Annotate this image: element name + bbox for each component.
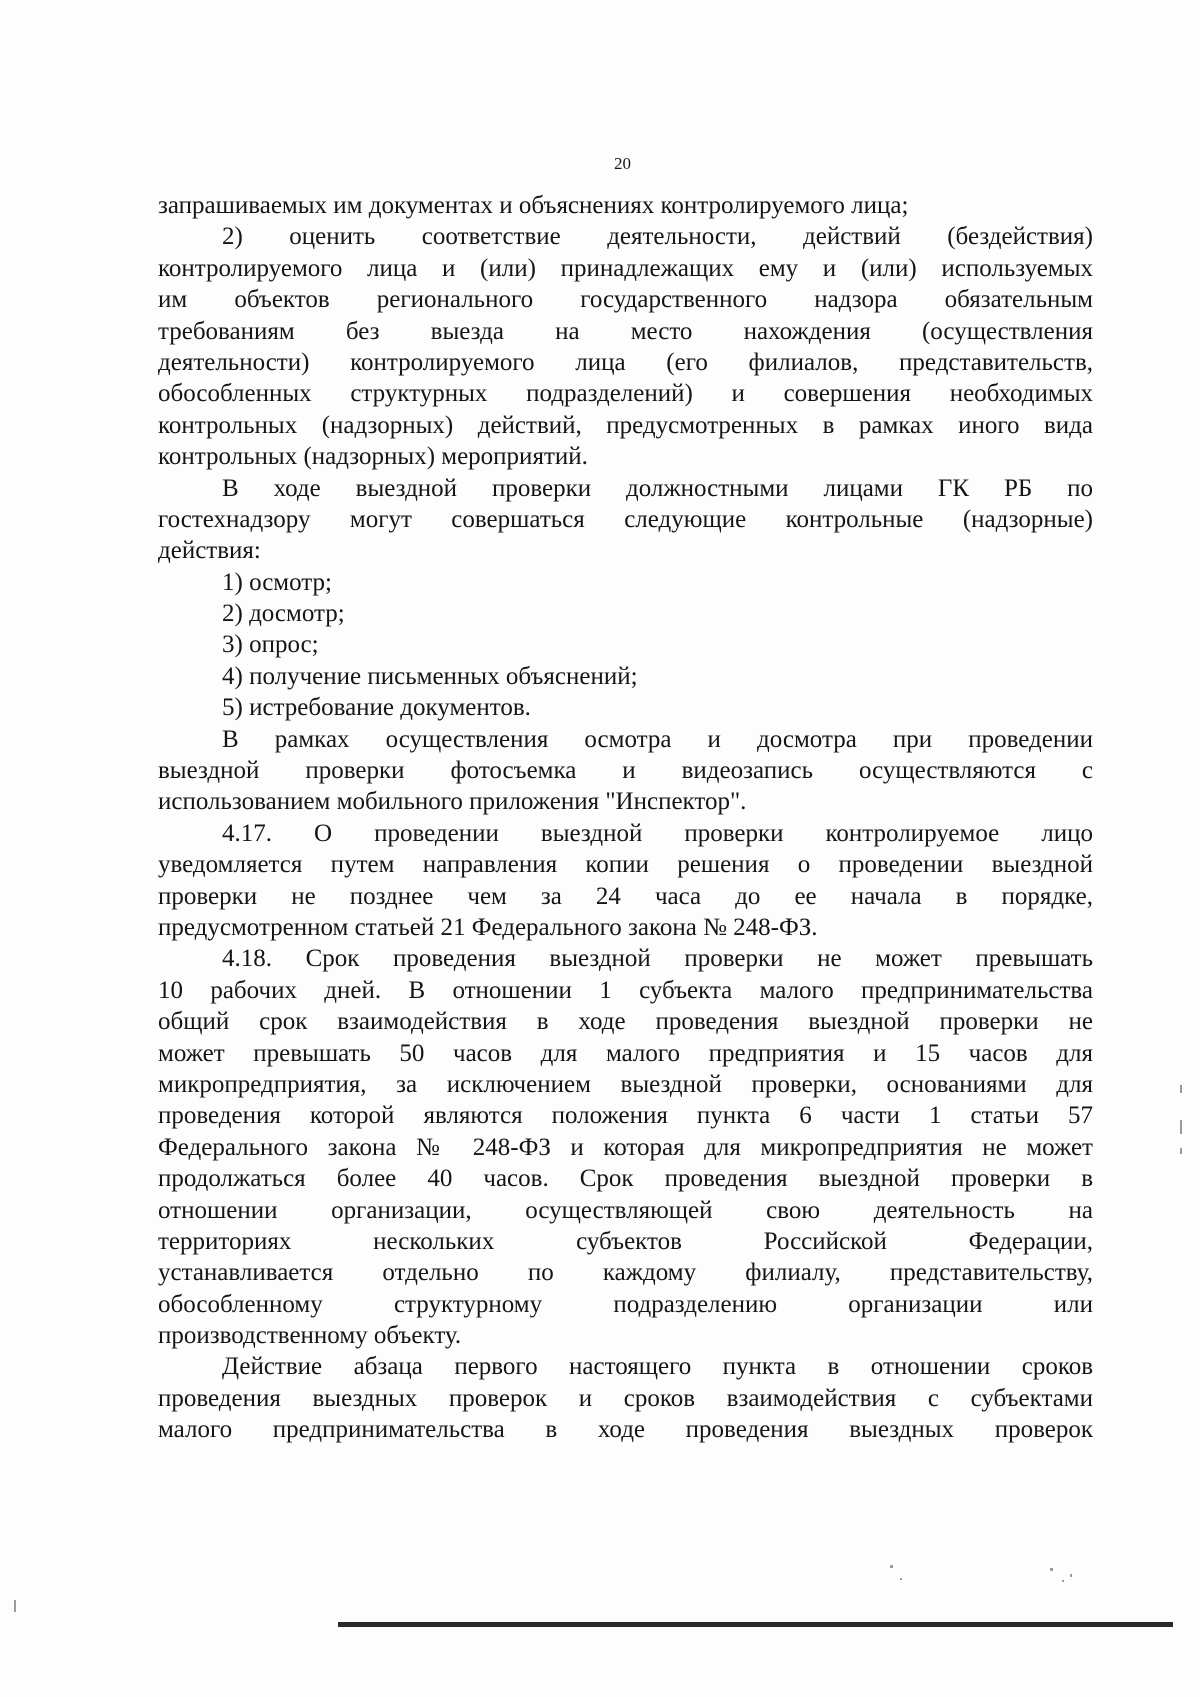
text-line: Действие абзаца первого настоящего пункта в отношении сроков: [222, 1353, 1093, 1381]
text-line: проведения которой являются положения пункта 6 части 1 статьи 57: [158, 1102, 1093, 1130]
scan-speck: [900, 1578, 902, 1580]
text-line: использованием мобильного приложения "Инспектор".: [158, 788, 747, 816]
text-line: микропредприятия, за исключением выездной проверки, основаниями для: [158, 1070, 1093, 1098]
text-line: В рамках осуществления осмотра и досмотра при проведении: [222, 725, 1093, 753]
text-line: 4.17. О проведении выездной проверки контролируемое лицо: [222, 819, 1093, 847]
text-line: требованиям без выезда на место нахождения (осуществления: [158, 317, 1093, 345]
text-line: 10 рабочих дней. В отношении 1 субъекта малого предпринимательства: [158, 976, 1093, 1004]
text-line: предусмотренном статьей 21 Федерального закона № 248-ФЗ.: [158, 913, 818, 941]
scan-speck: [1180, 1085, 1182, 1093]
text-line: отношении организации, осуществляющей свою деятельность на: [158, 1196, 1093, 1224]
text-line: 3) опрос;: [222, 631, 319, 659]
text-line: малого предпринимательства в ходе проведения выездных проверок: [158, 1416, 1093, 1444]
text-line: контрольных (надзорных) мероприятий.: [158, 443, 588, 471]
bottom-rule: [338, 1622, 1173, 1627]
text-line: 5) истребование документов.: [222, 694, 531, 722]
scan-speck: [1062, 1580, 1064, 1582]
scan-speck: [1070, 1574, 1072, 1577]
scan-speck: [890, 1565, 893, 1568]
text-line: территориях нескольких субъектов Российской Федерации,: [158, 1227, 1093, 1255]
text-line: может превышать 50 часов для малого предприятия и 15 часов для: [158, 1039, 1093, 1067]
scan-speck: [14, 1600, 16, 1612]
text-line: общий срок взаимодействия в ходе проведения выездной проверки не: [158, 1008, 1093, 1036]
page-number: 20: [614, 154, 631, 173]
scan-speck: [1180, 1120, 1182, 1134]
text-line: контрольных (надзорных) действий, предусмотренных в рамках иного вида: [158, 411, 1093, 439]
text-line: Федерального закона № 248-ФЗ и которая для микропредприятия не может: [158, 1133, 1093, 1161]
text-line: 1) осмотр;: [222, 568, 332, 596]
text-line: запрашиваемых им документах и объяснениях контролируемого лица;: [158, 192, 909, 219]
text-line: проведения выездных проверок и сроков взаимодействия с субъектами: [158, 1384, 1093, 1412]
text-line: 4) получение письменных объяснений;: [222, 662, 638, 690]
text-line: деятельности) контролируемого лица (его филиалов, представительств,: [158, 348, 1093, 376]
scan-speck: [1050, 1568, 1053, 1571]
text-line: обособленному структурному подразделению организации или: [158, 1290, 1093, 1318]
text-line: В ходе выездной проверки должностными лицами ГК РБ по: [222, 474, 1093, 502]
text-line: действия:: [158, 537, 261, 565]
text-line: устанавливается отдельно по каждому филиалу, представительству,: [158, 1259, 1093, 1287]
scan-speck: [1180, 1148, 1182, 1154]
text-line: производственному объекту.: [158, 1322, 462, 1350]
text-line: продолжаться более 40 часов. Срок проведения выездной проверки в: [158, 1165, 1093, 1193]
body-text: [158, 190, 1093, 1446]
text-line: 2) оценить соответствие деятельности, действий (бездействия): [222, 223, 1093, 251]
text-line: 4.18. Срок проведения выездной проверки не может превышать: [222, 945, 1093, 973]
text-line: обособленных структурных подразделений) и совершения необходимых: [158, 380, 1093, 408]
text-line: контролируемого лица и (или) принадлежащих ему и (или) используемых: [158, 254, 1093, 282]
text-line: им объектов регионального государственного надзора обязательным: [158, 286, 1093, 314]
text-line: гостехнадзору могут совершаться следующие контрольные (надзорные): [158, 505, 1093, 533]
text-line: 2) досмотр;: [222, 600, 345, 628]
text-line: проверки не позднее чем за 24 часа до ее начала в порядке,: [158, 882, 1093, 910]
text-line: уведомляется путем направления копии решения о проведении выездной: [158, 851, 1093, 879]
text-line: выездной проверки фотосъемка и видеозапись осуществляются с: [158, 757, 1093, 785]
